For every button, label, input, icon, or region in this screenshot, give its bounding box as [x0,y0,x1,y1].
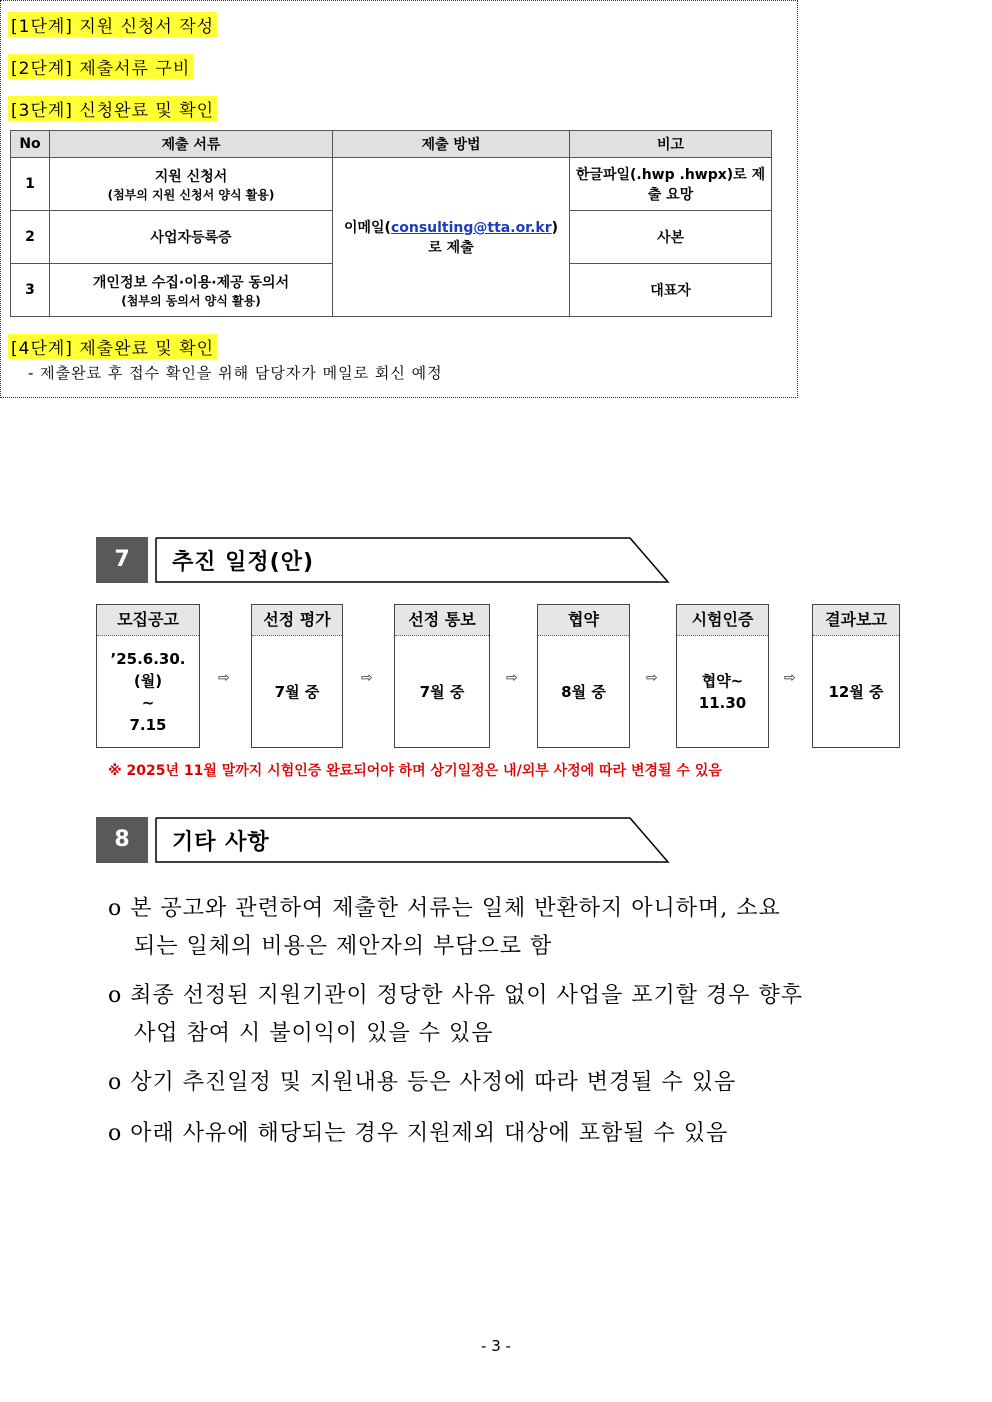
row-doc [50,264,333,317]
schedule-value: 7월 중 [419,683,465,701]
method-line2: 로 제출 [428,240,474,256]
submission-method [333,158,570,317]
step4-note: - 제출완료 후 접수 확인을 위해 담당자가 메일로 회신 예정 [28,364,443,382]
doc-subtitle: (첨부의 지원 신청서 양식 활용) [107,187,275,202]
arrow-icon: ⇨ [784,670,796,686]
schedule-note: ※ 2025년 11월 말까지 시험인증 완료되어야 하며 상기일정은 내/외부 사정에 따라 변경될 수 있음 [108,763,722,779]
section7-number: 7 [96,537,148,583]
schedule-value: 협약~ 11.30 [698,672,747,712]
step4-label: [4단계] 제출완료 및 확인 [8,334,217,359]
section8-title: 기타 사항 [172,830,270,855]
row-note: 사본 [570,211,772,264]
row-note: 한글파일(.hwp .hwpx)로 제출 요망 [570,158,772,211]
schedule-step-certification [676,604,769,748]
row-doc [50,158,333,211]
step2-label: [2단계] 제출서류 구비 [8,54,193,79]
bullet-item: o 상기 추진일정 및 지원내용 등은 사정에 따라 변경될 수 있음 [108,1070,737,1095]
schedule-value: 7월 중 [274,683,320,701]
submission-documents-table [10,130,772,317]
bullet-item: o 최종 선정된 지원기관이 정당한 사유 없이 사업을 포기할 경우 향후 사업 참여 시 불이익이 있을 수 있음 [108,983,803,1046]
header-no: No [11,131,50,158]
doc-title: 사업자등록증 [150,230,232,246]
header-note: 비고 [570,131,772,158]
email-link[interactable]: consulting@tta.or.kr [390,220,552,236]
bullet-item: o 본 공고와 관련하여 제출한 서류는 일체 반환하지 아니하며, 소요 되는 일체의 비용은 제안자의 부담으로 함 [108,896,781,959]
schedule-value: 12월 중 [828,683,884,701]
schedule-value: ’25.6.30.(월) ~ 7.15 [110,650,186,734]
section8-number: 8 [96,817,148,863]
method-suffix: ) [551,220,559,236]
row-no: 2 [11,211,50,264]
doc-subtitle: (첨부의 동의서 양식 활용) [121,293,261,308]
arrow-icon: ⇨ [218,670,230,686]
schedule-head: 협약 [538,605,629,636]
step1-label: [1단계] 지원 신청서 작성 [8,12,217,37]
schedule-step-notification [394,604,490,748]
doc-title: 개인정보 수집·이용·제공 동의서 [92,274,290,291]
schedule-head: 결과보고 [813,605,899,636]
schedule-head: 시험인증 [677,605,768,636]
schedule-step-agreement [537,604,630,748]
application-steps-box [0,0,798,398]
schedule-head: 선정 평가 [252,605,342,636]
schedule-value: 8월 중 [561,683,606,701]
arrow-icon: ⇨ [506,670,518,686]
header-doc: 제출 서류 [50,131,333,158]
step3-label: [3단계] 신청완료 및 확인 [8,96,217,121]
doc-title: 지원 신청서 [154,168,228,185]
row-note: 대표자 [570,264,772,317]
schedule-step-evaluation [251,604,343,748]
page-number: - 3 - [481,1337,511,1355]
table-header-row [11,131,772,158]
bullet-item: o 아래 사유에 해당되는 경우 지원제외 대상에 포함될 수 있음 [108,1121,729,1146]
row-doc [50,211,333,264]
table-row [11,158,772,211]
section7-title: 추진 일정(안) [172,550,315,575]
method-prefix: 이메일( [343,220,391,236]
arrow-icon: ⇨ [361,670,373,686]
row-no: 1 [11,158,50,211]
header-method: 제출 방법 [333,131,570,158]
row-no: 3 [11,264,50,317]
schedule-head: 모집공고 [97,605,199,636]
schedule-step-announcement [96,604,200,748]
schedule-step-report [812,604,900,748]
schedule-head: 선정 통보 [395,605,489,636]
arrow-icon: ⇨ [646,670,658,686]
